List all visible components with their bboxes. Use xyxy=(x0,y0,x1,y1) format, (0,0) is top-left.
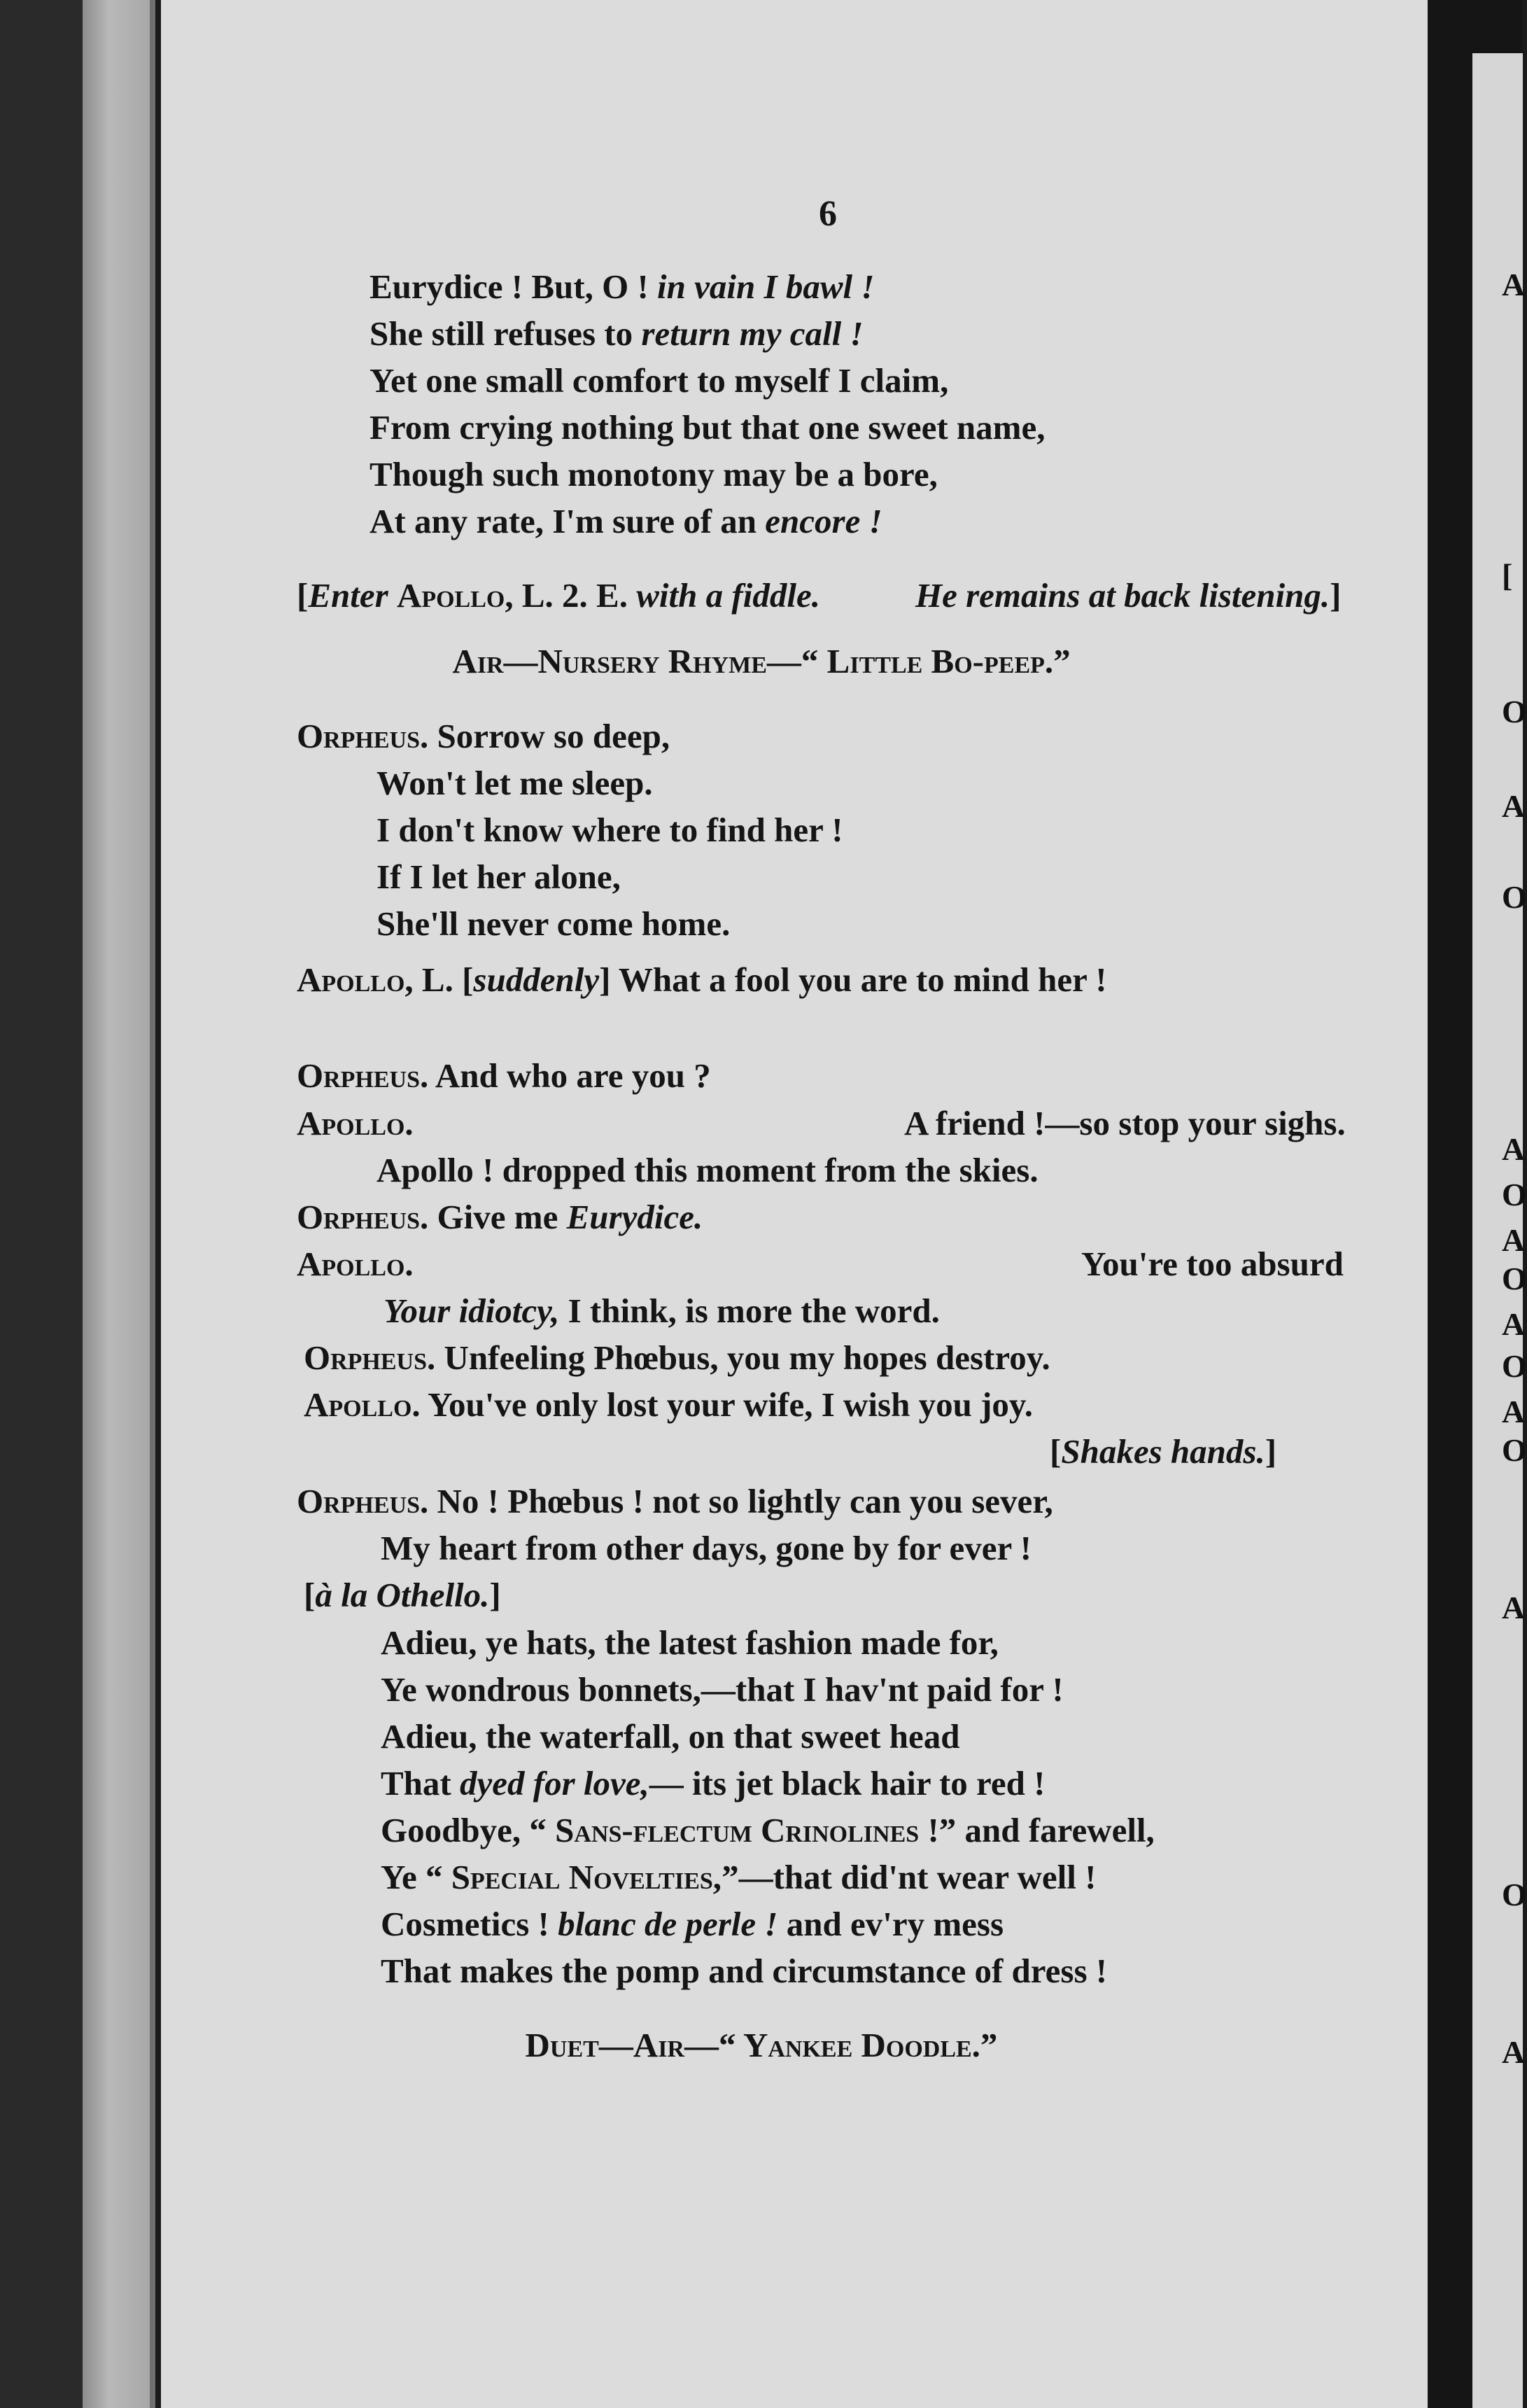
verse-line-1: Eurydice ! But, O ! in vain I bawl ! xyxy=(370,267,875,306)
stage-direction-remains: He remains at back listening.] xyxy=(915,576,1342,615)
adjacent-letter: O xyxy=(1502,1348,1527,1384)
adieu-line-5: Goodbye, “ Sans-flectum Crinolines !” and farewell, xyxy=(381,1811,1155,1849)
duet-heading-yankee-doodle: Duet—Air—“ Yankee Doodle.” xyxy=(525,2026,998,2064)
adieu-line-4: That dyed for love,— its jet black hair to red ! xyxy=(381,1764,1046,1802)
orpheus-line-who: Orpheus. And who are you ? xyxy=(297,1056,711,1095)
adieu-line-3: Adieu, the waterfall, on that sweet head xyxy=(381,1717,960,1756)
page-number: 6 xyxy=(819,194,837,234)
adjacent-letter: O xyxy=(1502,879,1527,915)
verse-line-2: She still refuses to return my call ! xyxy=(370,314,864,353)
song-line-5: She'll never come home. xyxy=(377,904,731,943)
verse-line-6: At any rate, I'm sure of an encore ! xyxy=(370,502,882,540)
adjacent-letter: A xyxy=(1502,1590,1526,1625)
verse-line-4: From crying nothing but that one sweet name, xyxy=(370,408,1046,447)
verse-line-5: Though such monotony may be a bore, xyxy=(370,455,938,493)
orpheus-line-sever: Orpheus. No ! Phœbus ! not so lightly can you sever, xyxy=(297,1482,1053,1520)
apollo-line-idiotcy: Your idiotcy, I think, is more the word. xyxy=(383,1292,940,1330)
adieu-line-8: That makes the pomp and circumstance of dress ! xyxy=(381,1952,1108,1990)
adieu-line-2: Ye wondrous bonnets,—that I hav'nt paid for ! xyxy=(381,1670,1064,1709)
adjacent-letter: O xyxy=(1502,1177,1527,1212)
apollo-speaker-absurd: Apollo. xyxy=(297,1245,414,1283)
apollo-line-absurd: You're too absurd xyxy=(1081,1245,1344,1283)
stage-direction-enter-apollo: [Enter Apollo, L. 2. E. with a fiddle. xyxy=(297,576,820,615)
adjacent-letter: [ xyxy=(1502,557,1513,593)
apollo-suddenly-line: Apollo, L. [suddenly] What a fool you are to mind her ! xyxy=(297,960,1107,999)
adieu-line-7: Cosmetics ! blanc de perle ! and ev'ry mess xyxy=(381,1905,1004,1943)
apollo-speaker-friend: Apollo. xyxy=(297,1104,414,1142)
adjacent-letter: A xyxy=(1502,1306,1526,1342)
adieu-line-1: Adieu, ye hats, the latest fashion made for, xyxy=(381,1623,999,1662)
adjacent-letter: O xyxy=(1502,694,1527,729)
orpheus-line-forever: My heart from other days, gone by for ever ! xyxy=(381,1529,1032,1567)
orpheus-song-line-1: Orpheus. Sorrow so deep, xyxy=(297,717,670,755)
song-line-4: If I let her alone, xyxy=(377,858,621,896)
adjacent-letter: O xyxy=(1502,1432,1527,1468)
song-line-3: I don't know where to find her ! xyxy=(377,811,843,849)
air-heading-bo-peep: Air—Nursery Rhyme—“ Little Bo-peep.” xyxy=(452,642,1071,680)
verse-line-3: Yet one small comfort to myself I claim, xyxy=(370,361,949,400)
stage-direction-othello: [à la Othello.] xyxy=(304,1576,501,1614)
orpheus-line-eurydice: Orpheus. Give me Eurydice. xyxy=(297,1198,703,1236)
adjacent-letter: A xyxy=(1502,267,1526,302)
adjacent-letter: A xyxy=(1502,2034,1526,2070)
adjacent-letter: O xyxy=(1502,1877,1527,1912)
stage-direction-shakes-hands: [Shakes hands.] xyxy=(1050,1432,1277,1471)
apollo-line-friend: A friend !—so stop your sighs. xyxy=(904,1104,1346,1142)
adjacent-letter: A xyxy=(1502,1394,1526,1429)
adjacent-letter: O xyxy=(1502,1261,1527,1296)
adjacent-letter: A xyxy=(1502,1131,1526,1167)
adjacent-letter: A xyxy=(1502,1222,1526,1258)
orpheus-line-phoebus: Orpheus. Unfeeling Phœbus, you my hopes destroy. xyxy=(304,1338,1050,1377)
adjacent-letter: A xyxy=(1502,788,1526,824)
apollo-line-wife: Apollo. You've only lost your wife, I wish you joy. xyxy=(304,1385,1033,1424)
adieu-line-6: Ye “ Special Novelties,”—that did'nt wear well ! xyxy=(381,1858,1097,1896)
song-line-2: Won't let me sleep. xyxy=(377,764,653,802)
apollo-line-skies: Apollo ! dropped this moment from the skies. xyxy=(377,1151,1039,1189)
